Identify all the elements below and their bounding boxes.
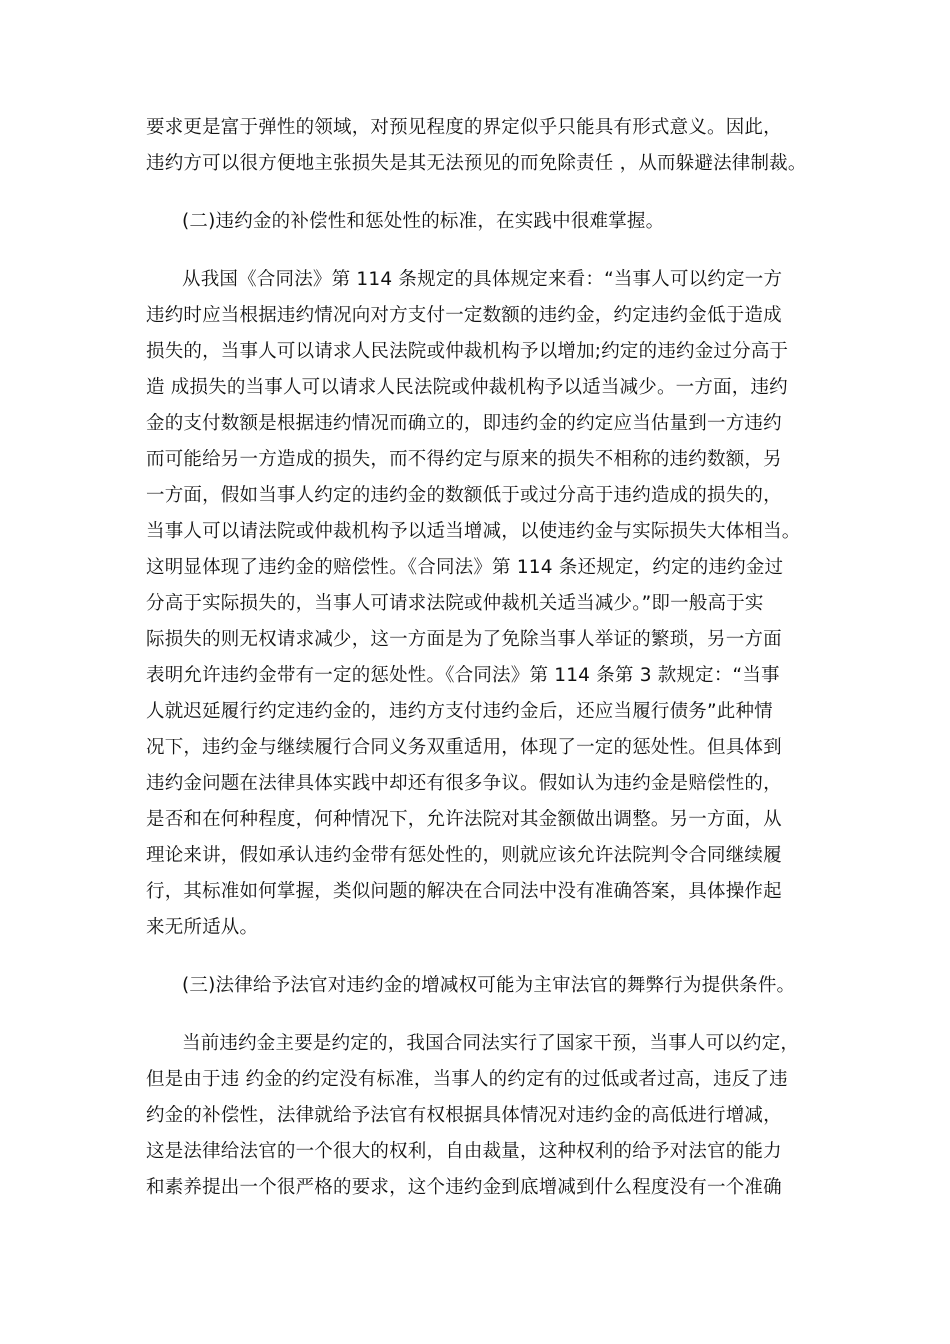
text-line: 际损失的则无权请求减少，这一方面是为了免除当事人举证的繁琐，另一方面: [146, 629, 782, 650]
text-line: 要求更是富于弹性的领域，对预见程度的界定似乎只能具有形式意义。因此，: [146, 117, 782, 138]
text-line: 行，其标准如何掌握，类似问题的解决在合同法中没有准确答案，具体操作起: [146, 881, 782, 902]
text-line: 违约方可以很方便地主张损失是其无法预见的而免除责任 ，从而躲避法律制裁。: [146, 153, 807, 174]
text-line: 约金的补偿性，法律就给予法官有权根据具体情况对违约金的高低进行增减，: [146, 1105, 782, 1126]
text-line: 人就迟延履行约定违约金的，违约方支付违约金后，还应当履行债务”此种情: [146, 701, 773, 722]
section-heading: (三)法律给予法官对违约金的增减权可能为主审法官的舞弊行为提供条件。: [182, 975, 796, 996]
text-line: 违约时应当根据违约情况向对方支付一定数额的违约金，约定违约金低于造成: [146, 305, 782, 326]
text-line: 从我国《合同法》第 114 条规定的具体规定来看：“当事人可以约定一方: [182, 269, 783, 290]
text-line: 理论来讲，假如承认违约金带有惩处性的，则就应该允许法院判令合同继续履: [146, 845, 782, 866]
text-line: 表明允许违约金带有一定的惩处性。《合同法》第 114 条第 3 款规定：“当事: [146, 665, 780, 686]
text-line: 这明显体现了违约金的赔偿性。《合同法》第 114 条还规定，约定的违约金过: [146, 557, 784, 578]
text-line: 而可能给另一方造成的损失，而不得约定与原来的损失不相称的违约数额，另: [146, 449, 782, 470]
text-line: 当事人可以请法院或仲裁机构予以适当增减，以使违约金与实际损失大体相当。: [146, 521, 801, 542]
text-line: 违约金问题在法律具体实践中却还有很多争议。假如认为违约金是赔偿性的，: [146, 773, 782, 794]
text-line: 一方面，假如当事人约定的违约金的数额低于或过分高于违约造成的损失的，: [146, 485, 782, 506]
text-line: 来无所适从。: [146, 917, 259, 938]
text-line: 金的支付数额是根据违约情况而确立的，即违约金的约定应当估量到一方违约: [146, 413, 782, 434]
text-line: 是否和在何种程度，何种情况下，允许法院对其金额做出调整。另一方面，从: [146, 809, 782, 830]
text-line: 造 成损失的当事人可以请求人民法院或仲裁机构予以适当减少。一方面，违约: [146, 377, 788, 398]
text-line: 当前违约金主要是约定的，我国合同法实行了国家干预，当事人可以约定，: [182, 1033, 800, 1054]
text-line: 损失的，当事人可以请求人民法院或仲裁机构予以增加;约定的违约金过分高于: [146, 341, 789, 362]
text-line: 但是由于违 约金的约定没有标准，当事人的约定有的过低或者过高，违反了违: [146, 1069, 788, 1090]
text-line: 这是法律给法官的一个很大的权利，自由裁量，这种权利的给予对法官的能力: [146, 1141, 782, 1162]
text-line: 况下，违约金与继续履行合同义务双重适用，体现了一定的惩处性。但具体到: [146, 737, 782, 758]
text-line: 和素养提出一个很严格的要求，这个违约金到底增减到什么程度没有一个准确: [146, 1177, 782, 1198]
text-line: 分高于实际损失的，当事人可请求法院或仲裁机关适当减少。”即一般高于实: [146, 593, 764, 614]
section-heading: (二)违约金的补偿性和惩处性的标准，在实践中很难掌握。: [182, 211, 665, 232]
